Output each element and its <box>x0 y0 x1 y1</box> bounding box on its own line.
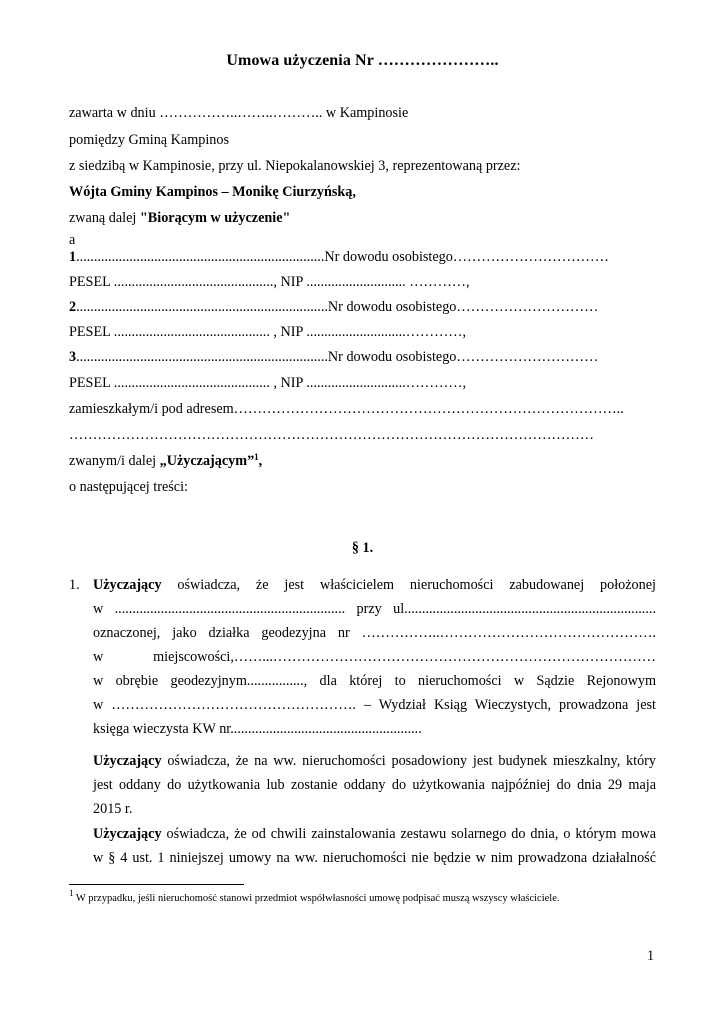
party-name-dots: ...................................................................... <box>76 249 325 265</box>
borrower-name: "Biorącym w użyczenie" <box>139 210 291 226</box>
party-3-pesel-line: PESEL ............................................ , NIP ............................…………, <box>69 375 466 391</box>
p3-line-2: w § 4 ust. 1 niniejszej umowy na ww. nieruchomości nie będzie w nim prowadzona działalność <box>93 850 656 866</box>
party-2-pesel-line: PESEL ............................................ , NIP ............................…………, <box>69 324 466 340</box>
p2-line-1 <box>93 752 656 776</box>
footnote-ref: 1 <box>254 452 259 462</box>
lender-called-line <box>69 452 262 470</box>
party-number: 3 <box>69 349 77 365</box>
footnote-divider <box>69 884 244 885</box>
p1-line-3: oznaczonej, jako działka geodezyjna nr ……………..………………………………………. <box>93 625 656 641</box>
id-label: Nr dowodu osobistego <box>327 299 457 315</box>
party-number: 1 <box>69 249 77 265</box>
p1-line-2: w ................................................................. przy ul....................................................................... <box>93 601 656 617</box>
contract-date-line: zawarta w dniu ……………..……..……….. w Kampinosie <box>69 105 409 121</box>
party-1-pesel-line: PESEL ............................................., NIP ............................ …………, <box>69 274 470 290</box>
p1-line-5: w obrębie geodezyjnym................, dla której to nieruchomości w Sądzie Rejonowym <box>93 673 656 689</box>
and-line: a <box>69 232 76 248</box>
id-label: Nr dowodu osobistego <box>324 249 453 265</box>
id-label: Nr dowodu osobistego <box>327 349 457 365</box>
lender-lead: Użyczający <box>93 753 162 769</box>
p1-line-1-text: oświadcza, że jest właścicielem nieruchomości zabudowanej położonej <box>161 577 656 593</box>
footnote <box>69 888 560 904</box>
party-1-line <box>69 248 609 266</box>
paragraph-3 <box>93 825 656 873</box>
p1-line-4: w miejscowości,……...……………………………………………………………………… <box>93 649 656 665</box>
seat-line: z siedzibą w Kampinosie, przy ul. Niepokalanowskiej 3, reprezentowaną przez: <box>69 158 521 174</box>
p2-line-3: 2015 r. <box>93 801 133 817</box>
p2-line-2: jest oddany do użytkowania lub zostanie oddany do użytkowania najpóźniej do dnia 29 maja <box>93 777 656 793</box>
called-prefix: zwaną dalej <box>69 210 140 226</box>
called-suffix: , <box>258 453 263 469</box>
p1-line-1 <box>93 576 656 600</box>
p2-line-1-text: oświadcza, że na ww. nieruchomości posadowiony jest budynek mieszkalny, który <box>161 753 656 769</box>
closing-line: o następującej treści: <box>69 479 188 495</box>
party-2-line <box>69 298 598 316</box>
address-line-1: zamieszkałym/i pod adresem……………………………………………………………………….. <box>69 401 624 417</box>
section-heading: § 1. <box>351 540 374 556</box>
borrower-called-line <box>69 209 290 227</box>
page-number: 1 <box>647 948 655 964</box>
id-dots: ………………………… <box>456 299 599 315</box>
party-3-line <box>69 348 598 366</box>
footnote-marker: 1 <box>69 888 74 898</box>
paragraph-2 <box>93 752 656 824</box>
representative-line: Wójta Gminy Kampinos – Monikę Ciurzyńską, <box>69 184 356 200</box>
address-line-2: ………………………………………………………………………………………………… <box>69 427 594 443</box>
p1-line-7: księga wieczysta KW nr...................................................... <box>93 721 422 737</box>
p3-line-1-text: oświadcza, że od chwili zainstalowania zestawu solarnego do dnia, o którym mowa <box>161 826 656 842</box>
party-number: 2 <box>69 299 77 315</box>
paragraph-1 <box>93 576 656 744</box>
item-number: 1. <box>69 577 80 593</box>
party-name-dots: ....................................................................... <box>76 349 328 365</box>
party-name-dots: ....................................................................... <box>76 299 328 315</box>
footnote-text: W przypadku, jeśli nieruchomość stanowi przedmiot współwłasności umowę podpisać muszą wszyscy właściciele. <box>73 893 560 904</box>
p1-line-6: w ……………………………………………. – Wydział Ksiąg Wieczystych, prowadzona jest <box>93 697 656 713</box>
document-title: Umowa użyczenia Nr ………………….. <box>226 52 499 69</box>
called-prefix: zwanym/i dalej <box>69 453 160 469</box>
lender-name: „Użyczającym” <box>159 453 255 469</box>
p3-line-1 <box>93 825 656 849</box>
lender-lead: Użyczający <box>93 826 162 842</box>
id-dots: …………………………… <box>452 249 609 265</box>
id-dots: ………………………… <box>456 349 599 365</box>
between-line: pomiędzy Gminą Kampinos <box>69 132 229 148</box>
lender-lead: Użyczający <box>93 577 162 593</box>
